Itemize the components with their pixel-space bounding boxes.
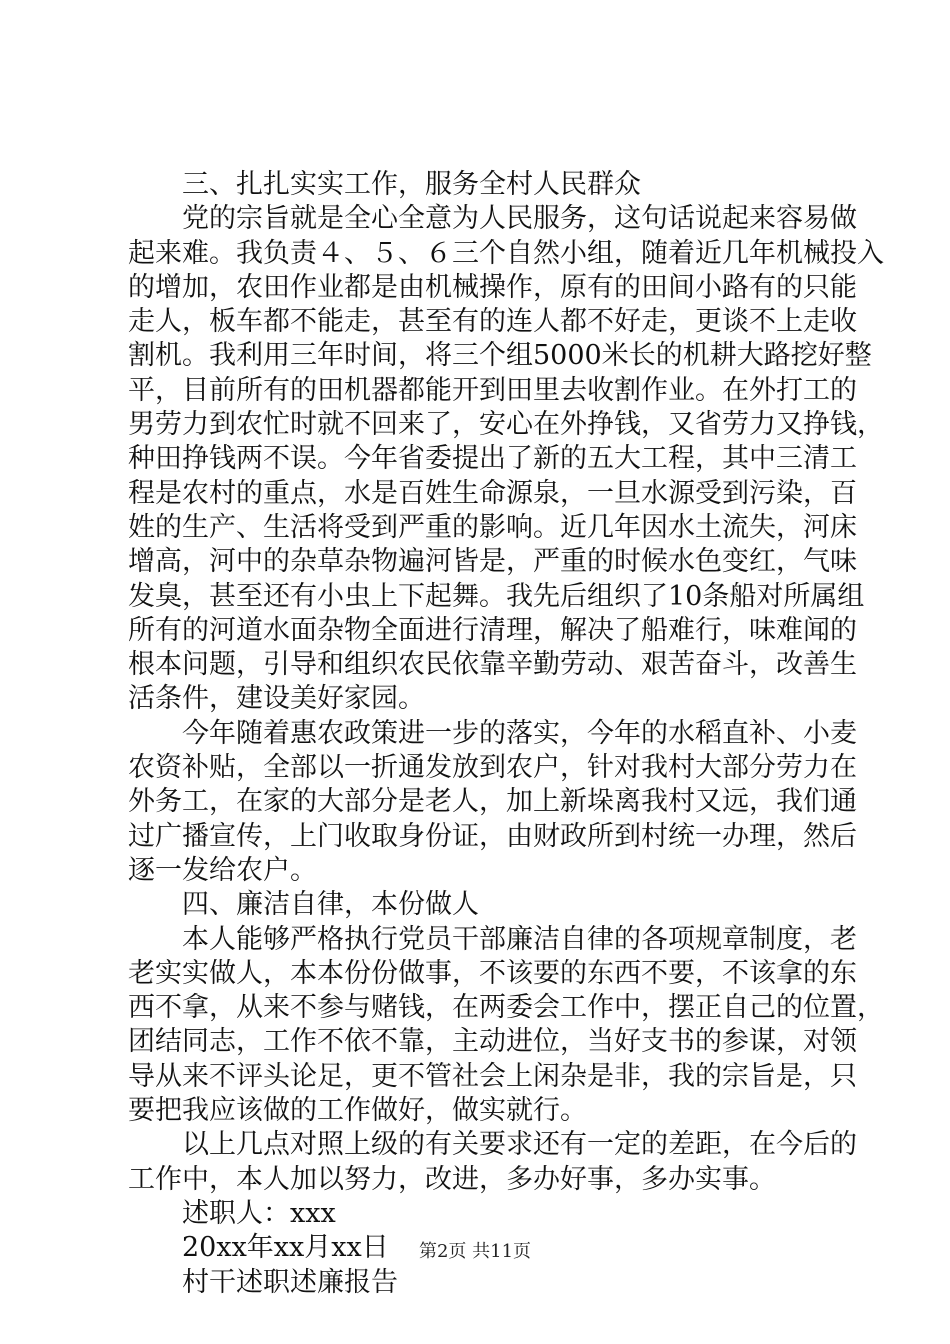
text-line: 发臭，甚至还有小虫上下起舞。我先后组织了10条船对所属组 xyxy=(128,580,865,612)
text-line: 割机。我利用三年时间，将三个组5000米长的机耕大路挖好整 xyxy=(128,340,872,372)
text-line: 增高，河中的杂草杂物遍河皆是，严重的时候水色变红，气味 xyxy=(128,546,857,578)
text-line: 走人，板车都不能走，甚至有的连人都不好走，更谈不上走收 xyxy=(128,306,857,338)
text-line: 活条件，建设美好家园。 xyxy=(128,683,425,715)
text-line: 的增加，农田作业都是由机械操作，原有的田间小路有的只能 xyxy=(128,271,857,303)
page-number-label: 第2页 共11页 xyxy=(418,1241,532,1262)
text-line: 今年随着惠农政策进一步的落实，今年的水稻直补、小麦 xyxy=(182,717,857,749)
text-line: 平，目前所有的田机器都能开到田里去收割作业。在外打工的 xyxy=(128,374,857,406)
text-line: 外务工，在家的大部分是老人，加上新垛离我村又远，我们通 xyxy=(128,786,857,818)
text-line: 老实实做人，本本份份做事，不该要的东西不要，不该拿的东 xyxy=(128,957,857,989)
text-line: 四、廉洁自律，本份做人 xyxy=(182,889,479,921)
text-line: 西不拿，从来不参与赌钱，在两委会工作中，摆正自己的位置， xyxy=(128,992,884,1024)
text-line: 以上几点对照上级的有关要求还有一定的差距，在今后的 xyxy=(182,1129,857,1161)
text-line: 种田挣钱两不误。今年省委提出了新的五大工程，其中三清工 xyxy=(128,443,857,475)
text-line: 逐一发给农户。 xyxy=(128,854,317,886)
text-line: 本人能够严格执行党员干部廉洁自律的各项规章制度，老 xyxy=(182,923,857,955)
text-line: 男劳力到农忙时就不回来了，安心在外挣钱，又省劳力又挣钱， xyxy=(128,409,884,441)
text-line: 根本问题，引导和组织农民依靠辛勤劳动、艰苦奋斗，改善生 xyxy=(128,649,857,681)
text-line: 20xx年xx月xx日 xyxy=(182,1232,389,1264)
text-line: 起来难。我负责４、５、６三个自然小组，随着近几年机械投入 xyxy=(128,237,884,269)
text-line: 程是农村的重点，水是百姓生命源泉，一旦水源受到污染，百 xyxy=(128,477,857,509)
text-line: 所有的河道水面杂物全面进行清理，解决了船难行，味难闻的 xyxy=(128,614,857,646)
page-footer xyxy=(0,1240,950,1264)
text-line: 述职人：xxx xyxy=(182,1197,336,1229)
document-body xyxy=(128,168,884,1300)
text-line: 农资补贴，全部以一折通发放到农户，针对我村大部分劳力在 xyxy=(128,752,857,784)
text-line: 过广播宣传，上门收取身份证，由财政所到村统一办理，然后 xyxy=(128,820,857,852)
text-line: 村干述职述廉报告 xyxy=(182,1266,398,1298)
text-line: 导从来不评头论足，更不管社会上闲杂是非，我的宗旨是，只 xyxy=(128,1060,857,1092)
text-line: 姓的生产、生活将受到严重的影响。近几年因水土流失，河床 xyxy=(128,511,857,543)
text-line: 团结同志，工作不依不靠，主动进位，当好支书的参谋，对领 xyxy=(128,1026,857,1058)
text-line: 党的宗旨就是全心全意为人民服务，这句话说起来容易做 xyxy=(182,203,857,235)
text-line: 三、扎扎实实工作，服务全村人民群众 xyxy=(182,169,641,200)
text-line: 工作中，本人加以努力，改进，多办好事，多办实事。 xyxy=(128,1163,776,1195)
text-line: 要把我应该做的工作做好，做实就行。 xyxy=(128,1095,587,1127)
